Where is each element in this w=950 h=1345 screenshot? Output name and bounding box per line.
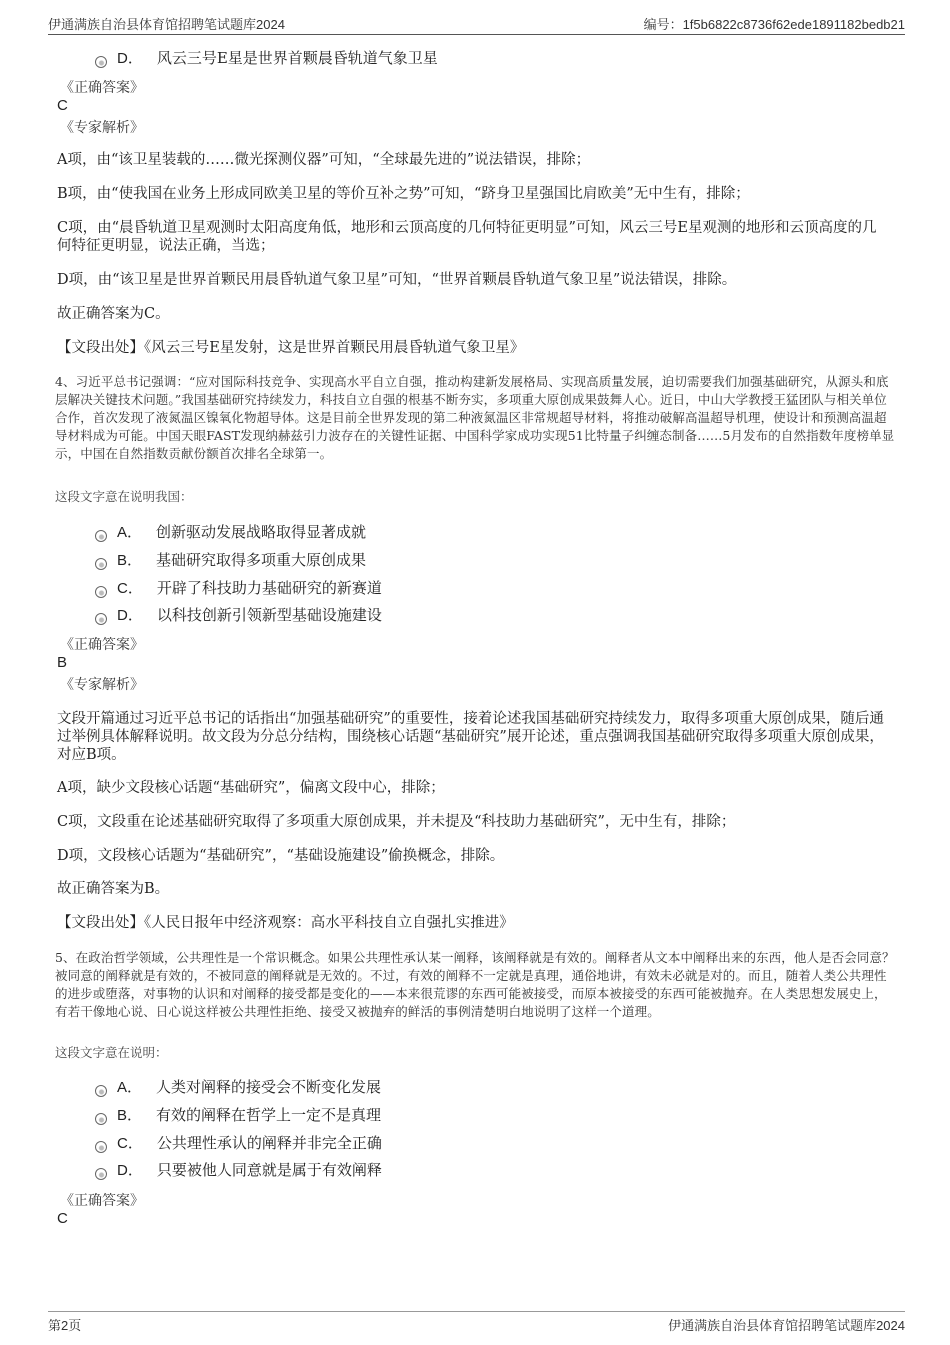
- radio-icon[interactable]: [95, 56, 107, 68]
- q5-option-b[interactable]: B． 有效的阐释在哲学上一定不是真理: [95, 1105, 381, 1125]
- q4-source: 【文段出处】《人民日报年中经济观察：高水平科技自立自强扎实推进》: [57, 915, 514, 931]
- q5-passage: 5、在政治哲学领域，公共理性是一个常识概念。如果公共理性承认某一阐释，该阐释就是有效的。阐释者从文本中阐释出来的东西，他人是否会同意？被同意的阐释就是有效的，不被同意的阐释就是无效的。不过，有效的阐释不一定就是真理，通俗地讲，有效未必就是对的。而且，随着人类公共理性的进步或堕落，对事物的认识和对阐释的接受都是变化的——本来很荒谬的东西可能被接受，而原本被接受的东西可能被抛弃。在人类思想发展史上，有若干像地心说、日心说这样被公共理性拒绝、接受又被抛弃的鲜活的事例清楚明白地说明了这样一个道理。: [55, 950, 895, 1019]
- radio-icon[interactable]: [95, 530, 107, 542]
- header-title: 伊通满族自治县体育馆招聘笔试题库2024: [48, 17, 285, 32]
- header-serial: 编号：1f5b6822c8736f62ede1891182bedb21: [643, 17, 905, 32]
- q5-stem: 这段文字意在说明：: [55, 1045, 168, 1060]
- q4-analysis-main: 文段开篇通过习近平总书记的话指出“加强基础研究”的重要性，接着论述我国基础研究持续发力，取得多项重大原创成果，随后通过举例具体解释说明。故文段为分总分结构，围绕核心话题“基础研究”展开论述，重点强调我国基础研究取得多项重大原创成果，对应B项。: [57, 711, 884, 763]
- q4-option-a[interactable]: A． 创新驱动发展战略取得显著成就: [95, 522, 366, 542]
- q3-analysis-c: C项，由“晨昏轨道卫星观测时太阳高度角低，地形和云顶高度的几何特征更明显”可知，风云三号E星观测的地形和云顶高度的几何特征更明显，说法正确，当选；: [57, 220, 877, 254]
- q4-option-b[interactable]: B． 基础研究取得多项重大原创成果: [95, 550, 366, 570]
- q4-analysis-a: A项，缺少文段核心话题“基础研究”，偏离文段中心，排除；: [57, 780, 445, 796]
- radio-icon[interactable]: [95, 1113, 107, 1125]
- q3-analysis-b: B项，由“使我国在业务上形成同欧美卫星的等价互补之势”可知，“跻身卫星强国比肩欧美”无中生有，排除；: [57, 186, 750, 202]
- page-number: 第2页: [48, 1318, 82, 1333]
- q3-analysis-a: A项，由“该卫星装载的……微光探测仪器”可知，“全球最先进的”说法错误，排除；: [57, 152, 591, 168]
- q4-answer: B: [57, 654, 68, 671]
- radio-icon[interactable]: [95, 1168, 107, 1180]
- q5-correct-label: 《正确答案》: [60, 1193, 144, 1209]
- q4-analysis-d: D项，文段核心话题为“基础研究”，“基础设施建设”偷换概念，排除。: [57, 848, 505, 864]
- page-footer: [48, 1311, 905, 1334]
- q5-option-a[interactable]: A． 人类对阐释的接受会不断变化发展: [95, 1077, 381, 1097]
- q3-correct-label: 《正确答案》: [60, 80, 144, 96]
- q5-option-d[interactable]: D． 只要被他人同意就是属于有效阐释: [95, 1160, 382, 1180]
- q4-passage: 4、习近平总书记强调：“应对国际科技竞争、实现高水平自立自强，推动构建新发展格局、实现高质量发展，迫切需要我们加强基础研究，从源头和底层解决关键技术问题。”我国基础研究持续发力，科技自立自强的根基不断夯实，多项重大原创成果鼓舞人心。近日，中山大学教授王猛团队与相关单位合作，首次发现了液氮温区镍氧化物超导体。这是目前全世界发现的第二种液氮温区非常规超导材料，将推动破解高温超导机理，使设计和预测高温超导材料成为可能。中国天眼FAST发现纳赫兹引力波存在的关键性证据、中国科学家成功实现51比特量子纠缠态制备……5月发布的自然指数年度榜单显示，中国在自然指数贡献份额首次排名全球第一。: [55, 374, 895, 461]
- footer-title: 伊通满族自治县体育馆招聘笔试题库2024: [668, 1318, 905, 1333]
- q5-option-c[interactable]: C． 公共理性承认的阐释并非完全正确: [95, 1133, 382, 1153]
- radio-icon[interactable]: [95, 1085, 107, 1097]
- q5-answer: C: [57, 1210, 68, 1227]
- q4-stem: 这段文字意在说明我国：: [55, 489, 193, 504]
- radio-icon[interactable]: [95, 1141, 107, 1153]
- radio-icon[interactable]: [95, 558, 107, 570]
- q4-correct-label: 《正确答案》: [60, 637, 144, 653]
- q4-conclusion: 故正确答案为B。: [57, 881, 170, 897]
- page-header: [48, 12, 905, 35]
- radio-icon[interactable]: [95, 613, 107, 625]
- q4-analysis-label: 《专家解析》: [60, 677, 144, 693]
- radio-icon[interactable]: [95, 586, 107, 598]
- q4-analysis-c: C项，文段重在论述基础研究取得了多项重大原创成果，并未提及“科技助力基础研究”，无中生有，排除；: [57, 814, 736, 830]
- q3-conclusion: 故正确答案为C。: [57, 306, 170, 322]
- q4-option-d[interactable]: D． 以科技创新引领新型基础设施建设: [95, 605, 382, 625]
- q3-source: 【文段出处】《风云三号E星发射，这是世界首颗民用晨昏轨道气象卫星》: [57, 340, 525, 356]
- q3-answer: C: [57, 97, 68, 114]
- q3-analysis-d: D项，由“该卫星是世界首颗民用晨昏轨道气象卫星”可知，“世界首颗晨昏轨道气象卫星”说法错误，排除。: [57, 272, 737, 288]
- q4-option-c[interactable]: C． 开辟了科技助力基础研究的新赛道: [95, 578, 382, 598]
- q3-analysis-label: 《专家解析》: [60, 120, 144, 136]
- q3-option-d[interactable]: D． 风云三号E星是世界首颗晨昏轨道气象卫星: [95, 48, 438, 68]
